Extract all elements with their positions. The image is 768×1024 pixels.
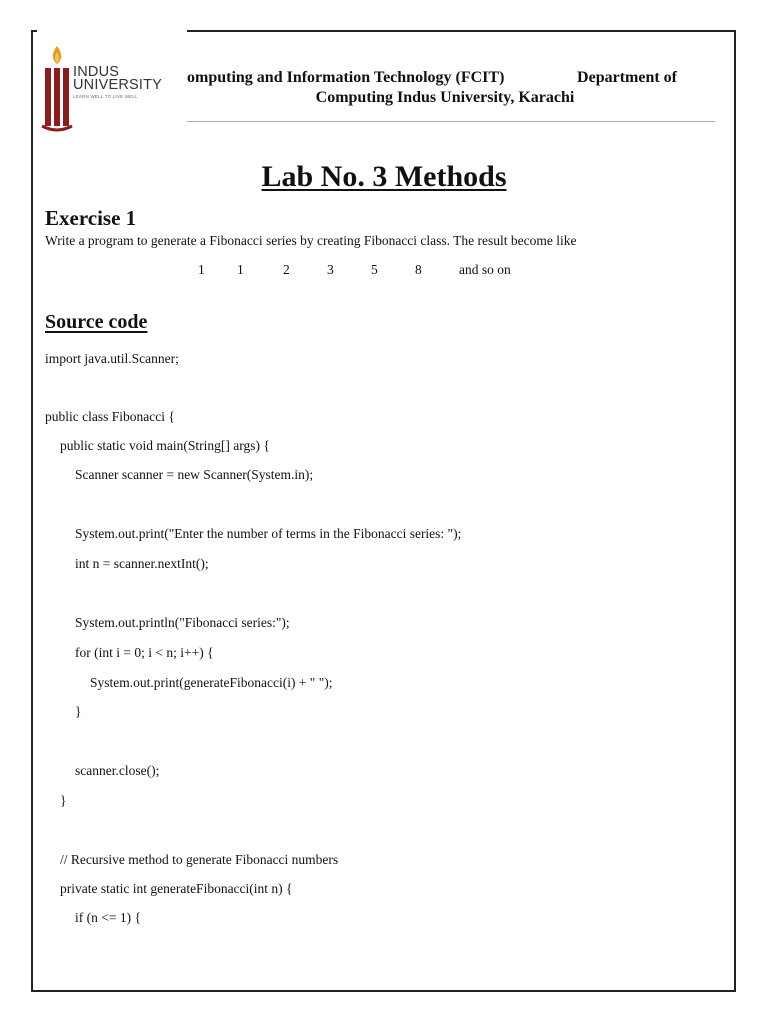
- document-header: [185, 68, 705, 108]
- code-line: import java.util.Scanner;: [45, 351, 179, 366]
- code-line: public class Fibonacci {: [45, 409, 175, 424]
- series-term: 3: [327, 262, 334, 277]
- code-line: }: [60, 793, 67, 808]
- series-term: 5: [371, 262, 378, 277]
- source-code-heading: Source code: [45, 311, 148, 333]
- header-faculty: omputing and Information Technology (FCIT): [187, 69, 505, 86]
- code-line: private static int generateFibonacci(int n) {: [60, 881, 293, 896]
- header-divider: [187, 121, 715, 122]
- university-logo: [37, 22, 187, 122]
- code-line: }: [75, 704, 82, 719]
- code-line: for (int i = 0; i < n; i++) {: [75, 645, 214, 660]
- series-continuation: and so on: [459, 262, 511, 277]
- logo-wordmark: [73, 66, 162, 99]
- code-line: System.out.print(generateFibonacci(i) + " ");: [90, 675, 333, 690]
- lab-title: Lab No. 3 Methods: [261, 160, 507, 193]
- series-term: 1: [237, 262, 244, 277]
- code-line: int n = scanner.nextInt();: [75, 556, 209, 571]
- flame-pillar-icon: [40, 46, 74, 132]
- series-term: 2: [283, 262, 290, 277]
- series-term: 8: [415, 262, 422, 277]
- code-line: if (n <= 1) {: [75, 910, 141, 925]
- code-line: scanner.close();: [75, 763, 160, 778]
- code-line: // Recursive method to generate Fibonacci numbers: [60, 852, 339, 867]
- code-line: System.out.print("Enter the number of terms in the Fibonacci series: ");: [75, 526, 462, 541]
- exercise-heading: Exercise 1: [45, 206, 137, 230]
- code-line: public static void main(String[] args) {: [60, 438, 270, 453]
- series-term: 1: [198, 262, 205, 277]
- logo-line-university: UNIVERSITY: [73, 77, 163, 93]
- exercise-description: Write a program to generate a Fibonacci series by creating Fibonacci class. The result become like: [45, 233, 577, 248]
- logo-line-indus: INDUS: [73, 64, 120, 80]
- code-line: System.out.println("Fibonacci series:");: [75, 615, 290, 630]
- header-university: Computing Indus University, Karachi: [315, 89, 575, 106]
- logo-tagline: LEARN WELL TO LIVE WELL: [73, 94, 138, 99]
- header-department: Department of: [577, 69, 677, 86]
- code-line: Scanner scanner = new Scanner(System.in);: [75, 467, 314, 482]
